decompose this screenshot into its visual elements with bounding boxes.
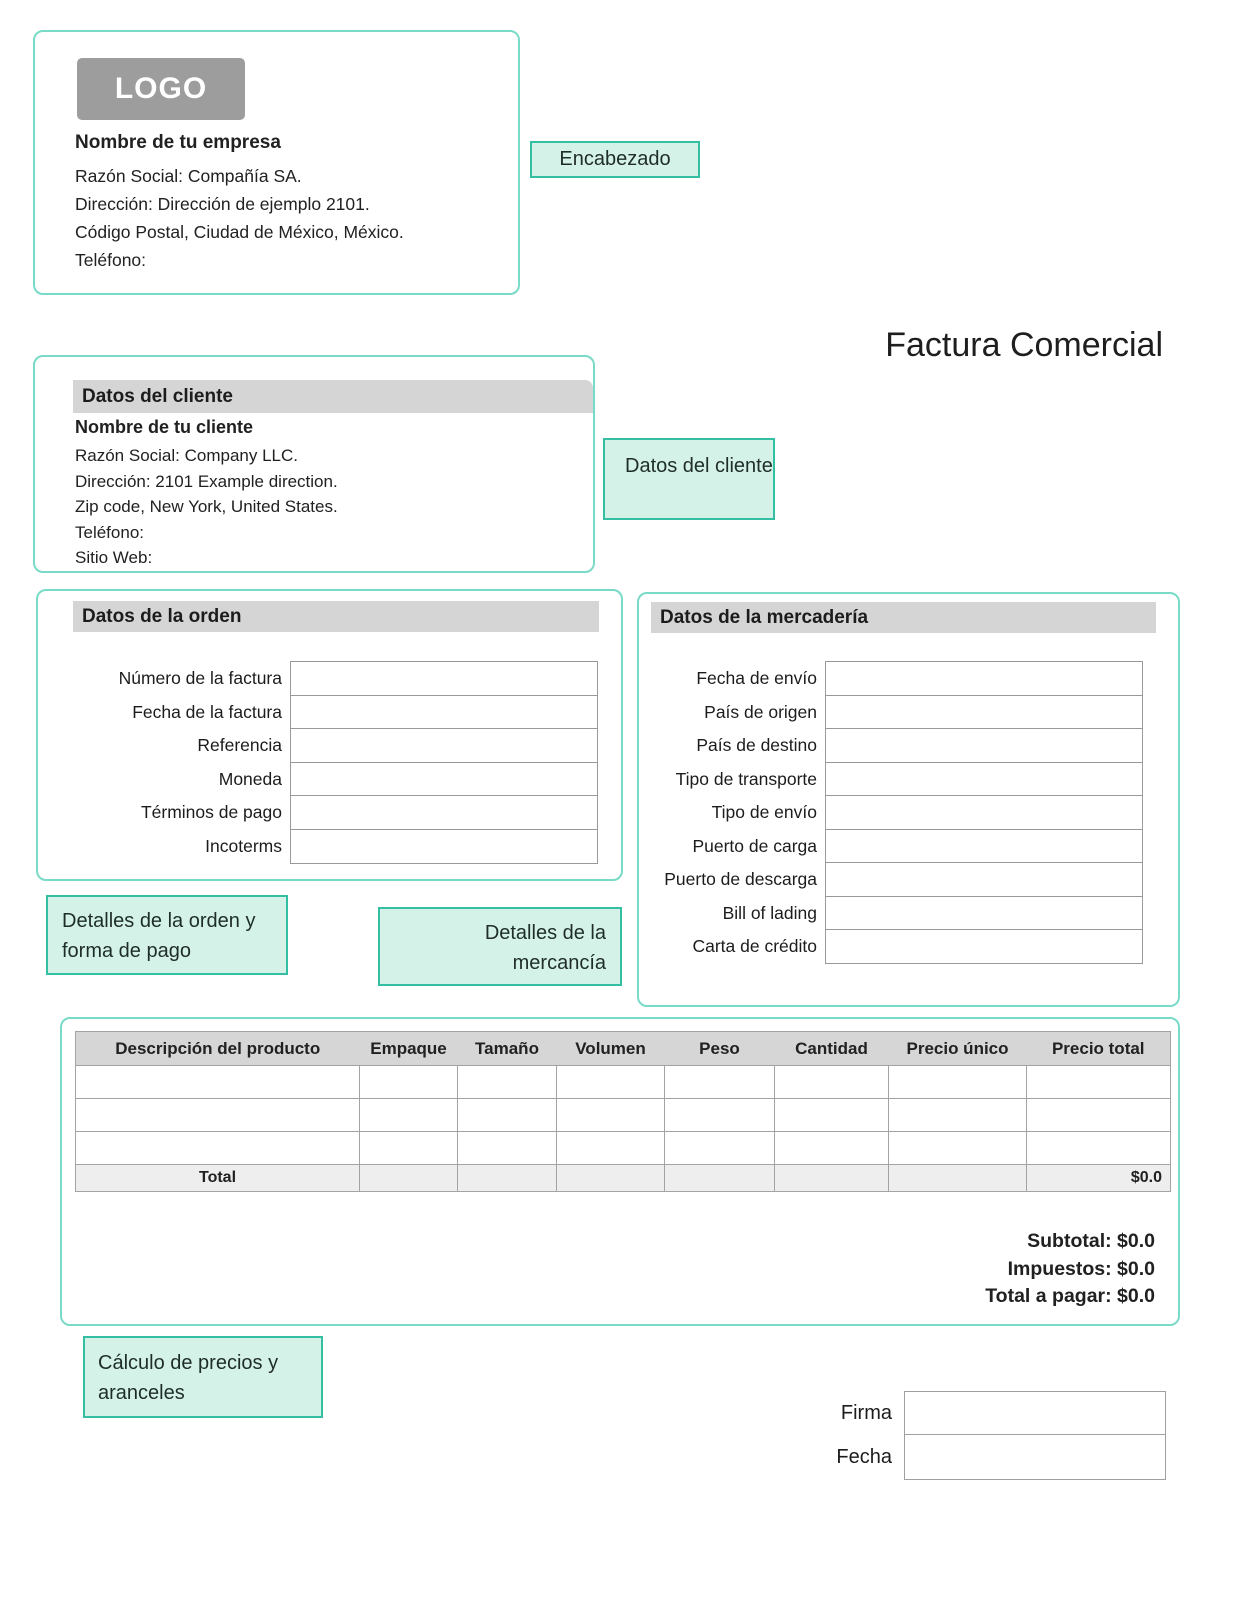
product-cell[interactable]: [1027, 1099, 1171, 1132]
origin-country-input[interactable]: [825, 695, 1143, 730]
destination-country-input[interactable]: [825, 728, 1143, 763]
firma-label: Firma: [840, 1402, 892, 1424]
product-cell[interactable]: [665, 1132, 775, 1165]
merchandise-section: [637, 592, 1180, 1007]
total-label: Total: [76, 1165, 360, 1192]
product-cell[interactable]: [458, 1132, 557, 1165]
col-volumen: Volumen: [557, 1032, 665, 1066]
product-cell[interactable]: [665, 1099, 775, 1132]
total-value: $0.0: [1027, 1165, 1171, 1192]
destination-country-label: País de destino: [696, 735, 817, 755]
product-row: [76, 1132, 1171, 1165]
client-ciudad: Zip code, New York, United States.: [75, 497, 338, 516]
ship-date-input[interactable]: [825, 661, 1143, 696]
totals-summary: [985, 1228, 1155, 1311]
callout-calculo-precios: Cálculo de precios y aranceles: [83, 1336, 323, 1418]
field-row: [38, 695, 603, 730]
product-cell[interactable]: [775, 1066, 889, 1099]
merchandise-fields: [639, 661, 1151, 964]
ship-date-label: Fecha de envío: [696, 668, 817, 688]
field-row: [639, 829, 1151, 864]
order-section-title: Datos de la orden: [73, 601, 599, 632]
client-direccion: Dirección: 2101 Example direction.: [75, 471, 338, 491]
payment-terms-label: Términos de pago: [140, 802, 282, 822]
product-cell[interactable]: [775, 1132, 889, 1165]
company-ciudad: Código Postal, Ciudad de México, México.: [75, 222, 404, 242]
loading-port-input[interactable]: [825, 829, 1143, 864]
field-row: [38, 728, 603, 763]
field-row: [639, 661, 1151, 696]
total-cell: [360, 1165, 458, 1192]
product-cell[interactable]: [775, 1099, 889, 1132]
currency-label: Moneda: [218, 768, 282, 789]
client-info-lines: [75, 443, 338, 571]
invoice-number-input[interactable]: [290, 661, 598, 696]
client-razon-social: Razón Social: Company LLC.: [75, 446, 299, 465]
col-precio-total: Precio total: [1027, 1032, 1171, 1066]
discharge-port-input[interactable]: [825, 862, 1143, 897]
product-row: [76, 1099, 1171, 1132]
product-cell[interactable]: [76, 1099, 360, 1132]
shipment-type-input[interactable]: [825, 795, 1143, 830]
field-row: [38, 762, 603, 797]
col-peso: Peso: [665, 1032, 775, 1066]
total-cell: [557, 1165, 665, 1192]
field-row: [38, 661, 603, 696]
client-section-title: Datos del cliente: [73, 380, 593, 413]
letter-of-credit-input[interactable]: [825, 929, 1143, 964]
loading-port-label: Puerto de carga: [692, 835, 817, 856]
reference-label: Referencia: [197, 735, 282, 755]
products-total-row: [76, 1165, 1171, 1192]
company-direccion: Dirección: Dirección de ejemplo 2101.: [75, 194, 370, 214]
company-razon-social: Razón Social: Compañía SA.: [75, 166, 302, 186]
page-title: Factura Comercial: [885, 326, 1163, 364]
products-section: [60, 1017, 1180, 1326]
client-telefono: Teléfono:: [75, 522, 144, 542]
product-cell[interactable]: [360, 1132, 458, 1165]
field-row: [639, 862, 1151, 897]
product-cell[interactable]: [458, 1099, 557, 1132]
product-cell[interactable]: [557, 1132, 665, 1165]
product-cell[interactable]: [557, 1066, 665, 1099]
col-precio-unico: Precio único: [889, 1032, 1027, 1066]
fecha-input[interactable]: [904, 1434, 1166, 1480]
product-row: [76, 1066, 1171, 1099]
total-cell: [665, 1165, 775, 1192]
client-sitio-web: Sitio Web:: [75, 548, 153, 567]
callout-detalles-orden: Detalles de la orden y forma de pago: [46, 895, 288, 975]
field-row: [639, 896, 1151, 931]
letter-of-credit-label: Carta de crédito: [692, 936, 817, 956]
field-row: [639, 728, 1151, 763]
total-cell: [889, 1165, 1027, 1192]
reference-input[interactable]: [290, 728, 598, 763]
product-cell[interactable]: [360, 1066, 458, 1099]
field-row: [639, 762, 1151, 797]
bill-of-lading-input[interactable]: [825, 896, 1143, 931]
total-cell: [458, 1165, 557, 1192]
subtotal-line: Subtotal: $0.0: [1027, 1230, 1155, 1252]
company-header-section: [33, 30, 520, 295]
products-header-row: [76, 1032, 1171, 1066]
field-row: [639, 695, 1151, 730]
payment-terms-input[interactable]: [290, 795, 598, 830]
total-due-line: Total a pagar: $0.0: [985, 1285, 1155, 1307]
field-row: [639, 795, 1151, 830]
transport-type-label: Tipo de transporte: [675, 768, 817, 789]
incoterms-label: Incoterms: [205, 835, 282, 856]
client-name: Nombre de tu cliente: [75, 417, 254, 437]
incoterms-input[interactable]: [290, 829, 598, 864]
origin-country-label: País de origen: [704, 701, 817, 722]
shipment-type-label: Tipo de envío: [711, 802, 817, 822]
bill-of-lading-label: Bill of lading: [722, 902, 817, 923]
col-tamano: Tamaño: [458, 1032, 557, 1066]
company-telefono: Teléfono:: [75, 250, 147, 270]
invoice-date-input[interactable]: [290, 695, 598, 730]
col-empaque: Empaque: [360, 1032, 458, 1066]
product-cell[interactable]: [889, 1066, 1027, 1099]
product-cell[interactable]: [557, 1099, 665, 1132]
firma-input[interactable]: [904, 1391, 1166, 1435]
product-cell[interactable]: [76, 1066, 360, 1099]
currency-input[interactable]: [290, 762, 598, 797]
product-cell[interactable]: [889, 1099, 1027, 1132]
field-row: [639, 929, 1151, 964]
product-cell[interactable]: [889, 1132, 1027, 1165]
product-cell[interactable]: [1027, 1066, 1171, 1099]
company-logo: LOGO: [77, 58, 245, 120]
company-info-lines: [75, 162, 404, 274]
client-section: [33, 355, 595, 573]
order-section: [36, 589, 623, 881]
product-cell[interactable]: [76, 1132, 360, 1165]
callout-encabezado: Encabezado: [530, 141, 700, 178]
callout-datos-cliente: Datos del cliente: [603, 438, 775, 520]
col-descripcion: Descripción del producto: [76, 1032, 360, 1066]
field-row: [38, 795, 603, 830]
product-cell[interactable]: [665, 1066, 775, 1099]
invoice-number-label: Número de la factura: [118, 668, 282, 688]
fecha-label: Fecha: [836, 1446, 892, 1468]
product-cell[interactable]: [458, 1066, 557, 1099]
callout-detalles-mercancia: Detalles de la mercancía: [378, 907, 622, 986]
product-cell[interactable]: [360, 1099, 458, 1132]
product-cell[interactable]: [1027, 1132, 1171, 1165]
field-row: [38, 829, 603, 864]
invoice-date-label: Fecha de la factura: [132, 701, 282, 722]
taxes-line: Impuestos: $0.0: [1007, 1257, 1155, 1280]
order-fields: [38, 661, 603, 864]
total-cell: [775, 1165, 889, 1192]
transport-type-input[interactable]: [825, 762, 1143, 797]
products-table: [75, 1031, 1171, 1192]
col-cantidad: Cantidad: [775, 1032, 889, 1066]
discharge-port-label: Puerto de descarga: [664, 869, 817, 889]
merchandise-section-title: Datos de la mercadería: [651, 602, 1156, 633]
company-name: Nombre de tu empresa: [75, 132, 281, 153]
